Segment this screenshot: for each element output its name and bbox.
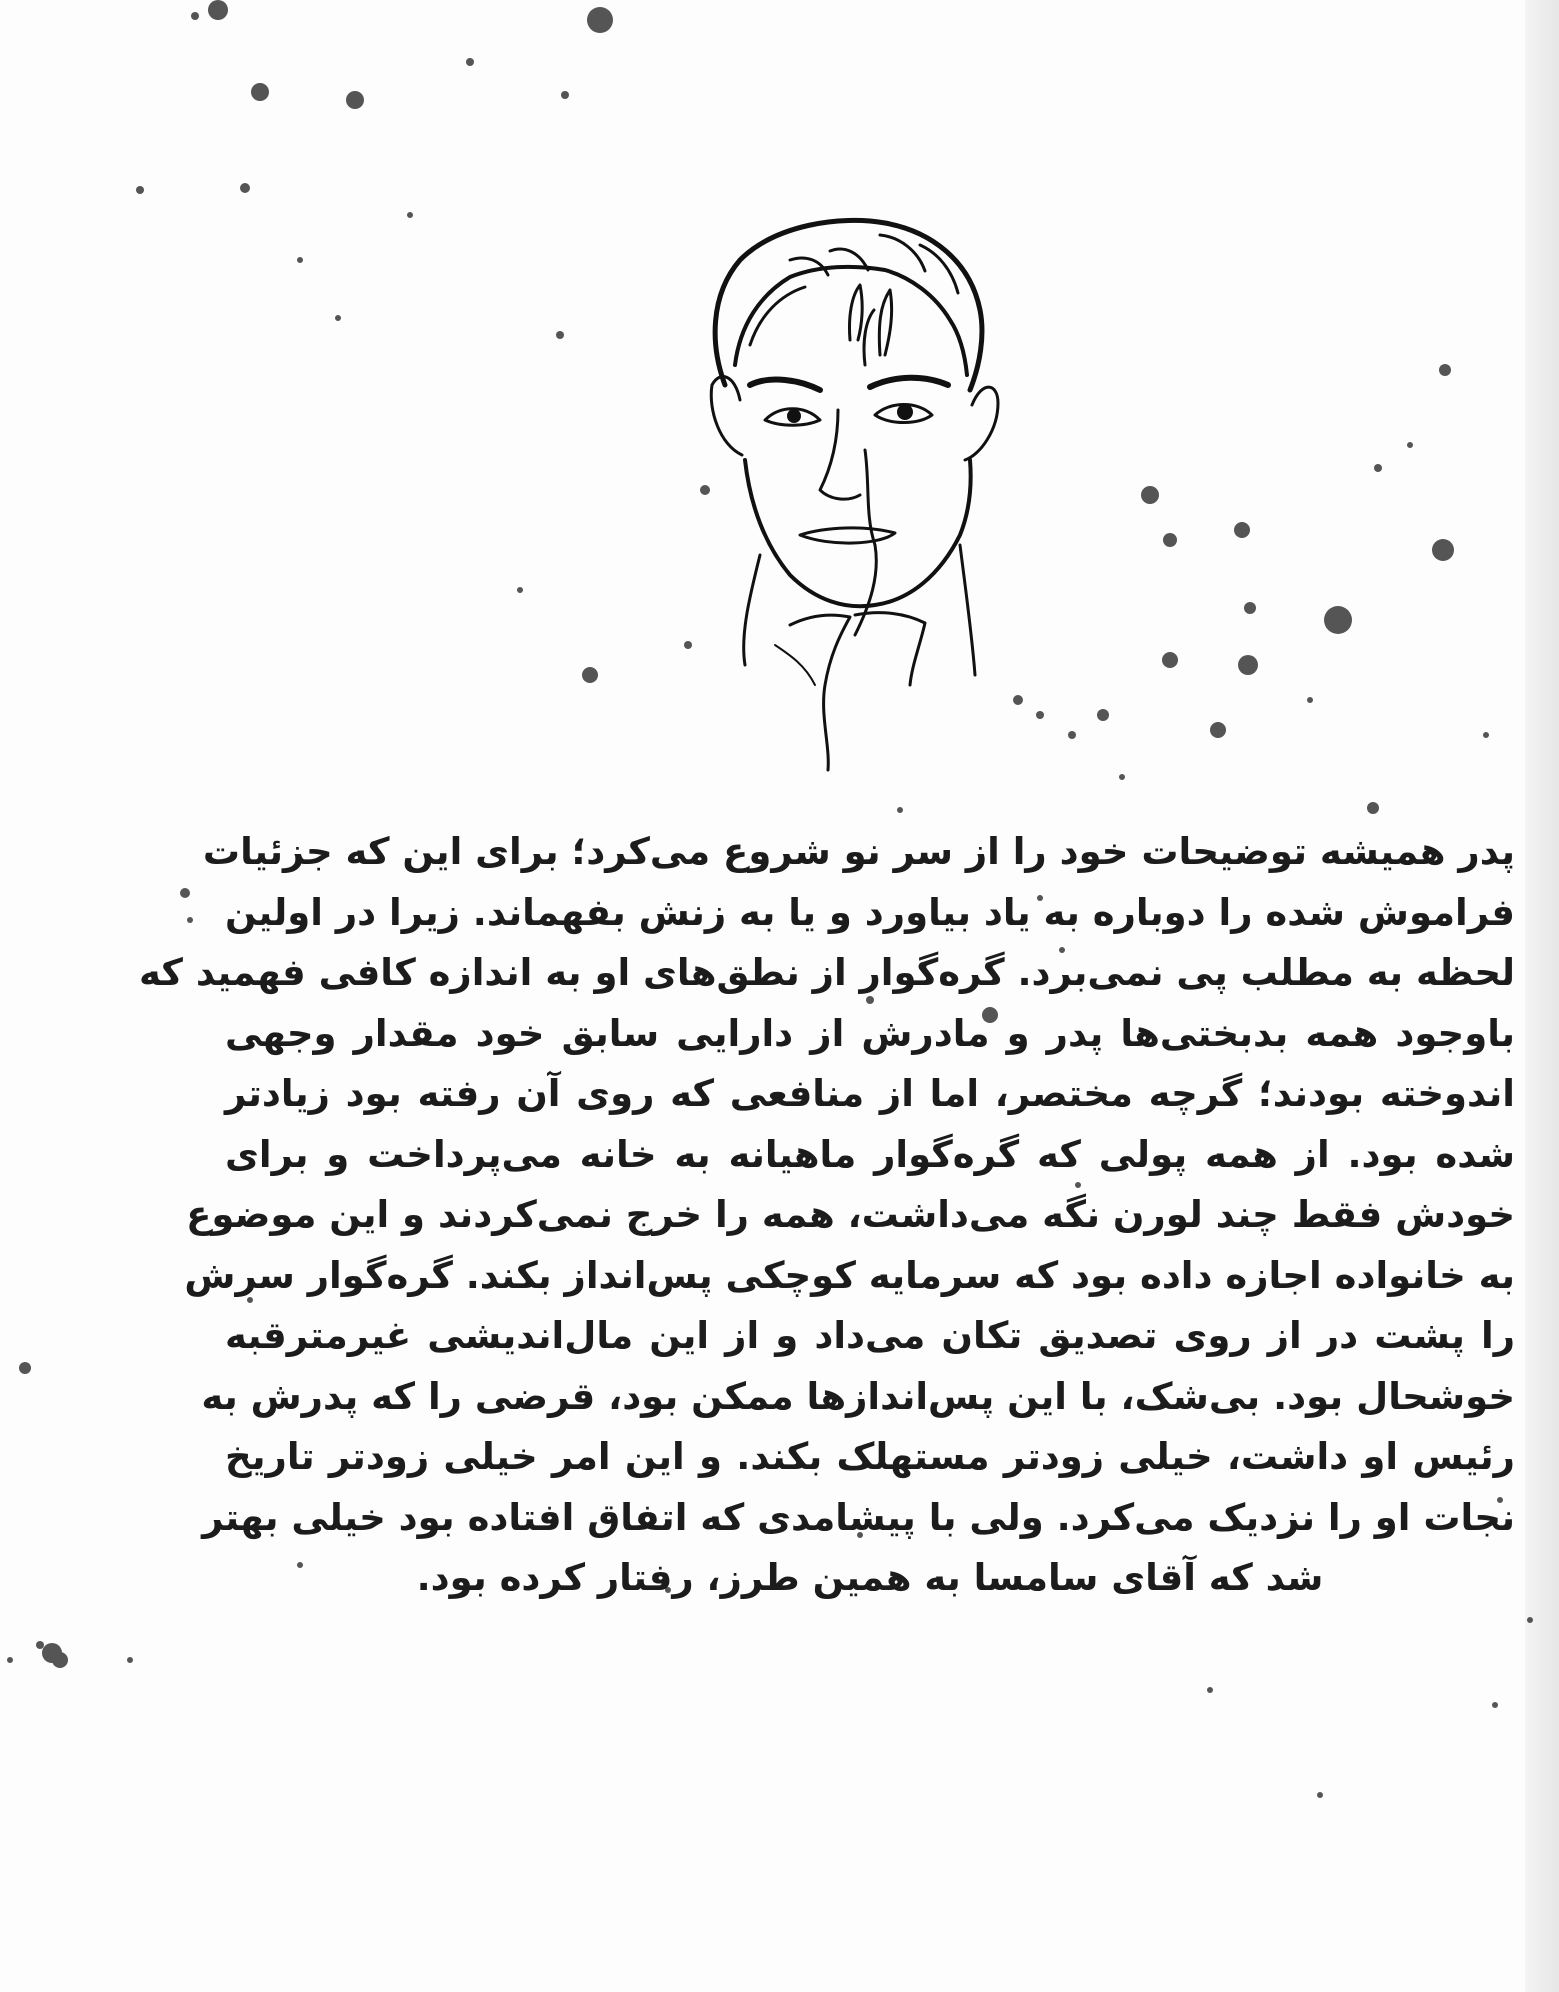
paragraph-line: خوشحال بود. بی‌شک، با این پس‌اندازها ممکن بود، قرضی را که پدرش به [201, 1374, 1515, 1418]
paragraph-line: فراموش شده را دوباره به یاد بیاورد و یا به زنش بفهماند. زیرا در اولین [225, 890, 1515, 934]
paragraph-line: خودش فقط چند لورن نگه می‌داشت، همه را خرج نمی‌کردند و این موضوع [186, 1193, 1515, 1236]
paragraph-line-final: شد که آقای سامسا به همین طرز، رفتار کرده بود. [416, 1556, 1324, 1599]
paragraph-line: به خانواده اجازه داده بود که سرمایه کوچکی پس‌انداز بکند. گره‌گوار سرش [184, 1253, 1515, 1297]
paragraph-line: اندوخته بودند؛ گرچه مختصر، اما از منافعی که روی آن رفته بود زیادتر [225, 1072, 1515, 1115]
paragraph-line: پدر همیشه توضیحات خود را از سر نو شروع می‌کرد؛ برای این که جزئیات [202, 830, 1515, 873]
portrait-sketch-icon [680, 215, 1050, 775]
paragraph-line: باوجود همه بدبختی‌ها پدر و مادرش از دارایی سابق خود مقدار وجهی [225, 1011, 1515, 1055]
body-paragraph [138, 822, 1515, 1609]
paragraph-line: شده بود. از همه پولی که گره‌گوار ماهیانه به خانه می‌پرداخت و برای [225, 1132, 1515, 1176]
paragraph-line: نجات او را نزدیک می‌کرد. ولی با پیشامدی که اتفاق افتاده بود خیلی بهتر [202, 1495, 1515, 1539]
paragraph-line: لحظه به مطلب پی نمی‌برد. گره‌گوار از نطق‌های او به اندازه کافی فهمید که [138, 951, 1515, 994]
paragraph-line: رئیس او داشت، خیلی زودتر مستهلک بکند. و این امر خیلی زودتر تاریخ [225, 1435, 1515, 1478]
paragraph-line: را پشت در از روی تصدیق تکان می‌داد و از این مال‌اندیشی غیرمترقبه [225, 1314, 1515, 1357]
